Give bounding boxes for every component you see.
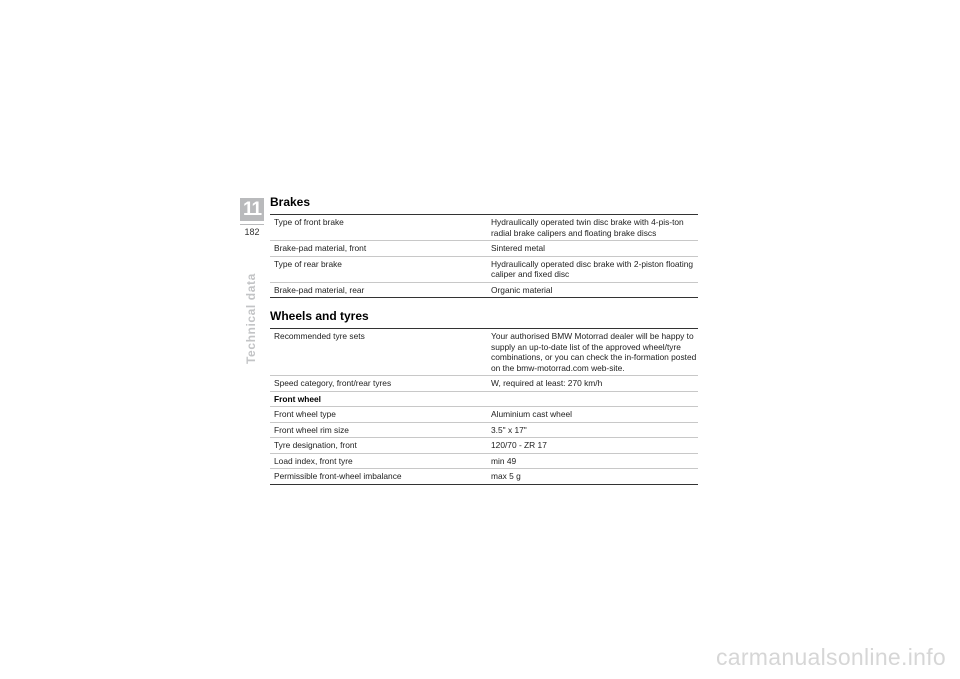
brakes-heading: Brakes	[270, 195, 311, 209]
table-row	[270, 407, 698, 423]
row-label: Front wheel rim size	[270, 422, 487, 438]
row-label: Speed category, front/rear tyres	[270, 376, 487, 392]
table-row	[270, 241, 698, 257]
table-row	[270, 256, 698, 282]
row-value: W, required at least: 270 km/h	[487, 376, 698, 392]
row-value: Your authorised BMW Motorrad dealer will be happy to supply an up-to-date list of the approved wheel/tyre combinations, or you can check the in-formation posted on the bmw-motorrad.com web-site.	[487, 329, 698, 376]
chapter-title: Technical data	[244, 273, 258, 364]
row-value: Aluminium cast wheel	[487, 407, 698, 423]
row-label: Brake-pad material, rear	[274, 284, 365, 295]
table-row	[270, 469, 698, 485]
row-value: Hydraulically operated disc brake with 2-piston floating caliper and fixed disc	[487, 256, 698, 282]
chapter-tab	[240, 198, 264, 237]
row-value: Sintered metal	[487, 241, 698, 257]
brakes-table	[270, 214, 698, 298]
row-label: Tyre designation, front	[270, 438, 487, 454]
row-label: Recommended tyre sets	[270, 329, 487, 376]
wheels-table	[270, 328, 698, 485]
row-value: min 49	[487, 453, 698, 469]
page-content	[270, 195, 698, 485]
row-label: Type of front brake	[270, 215, 487, 241]
table-group-row	[270, 391, 698, 407]
row-label: Brake-pad material, front	[270, 241, 487, 257]
row-label: Permissible front-wheel imbalance	[274, 471, 402, 481]
table-row	[270, 376, 698, 392]
watermark: carmanualsonline.info	[715, 644, 946, 670]
row-value: Hydraulically operated twin disc brake with 4-pis-ton radial brake calipers and floating brake discs	[487, 215, 698, 241]
row-value: max 5 g	[491, 471, 521, 481]
row-label: Front wheel type	[270, 407, 487, 423]
front-wheel-group-label: Front wheel	[270, 391, 698, 407]
row-value: Organic material	[491, 284, 553, 295]
wheels-heading: Wheels and tyres	[270, 309, 369, 323]
page-number: 182	[240, 224, 264, 237]
row-value: 3.5" x 17"	[487, 422, 698, 438]
row-value: 120/70 - ZR 17	[487, 438, 698, 454]
chapter-number: 11	[240, 198, 264, 221]
table-row	[270, 329, 698, 376]
table-row	[270, 422, 698, 438]
row-label: Type of rear brake	[270, 256, 487, 282]
table-row	[270, 453, 698, 469]
table-row	[270, 438, 698, 454]
row-label: Load index, front tyre	[270, 453, 487, 469]
table-row	[270, 282, 698, 298]
table-row	[270, 215, 698, 241]
